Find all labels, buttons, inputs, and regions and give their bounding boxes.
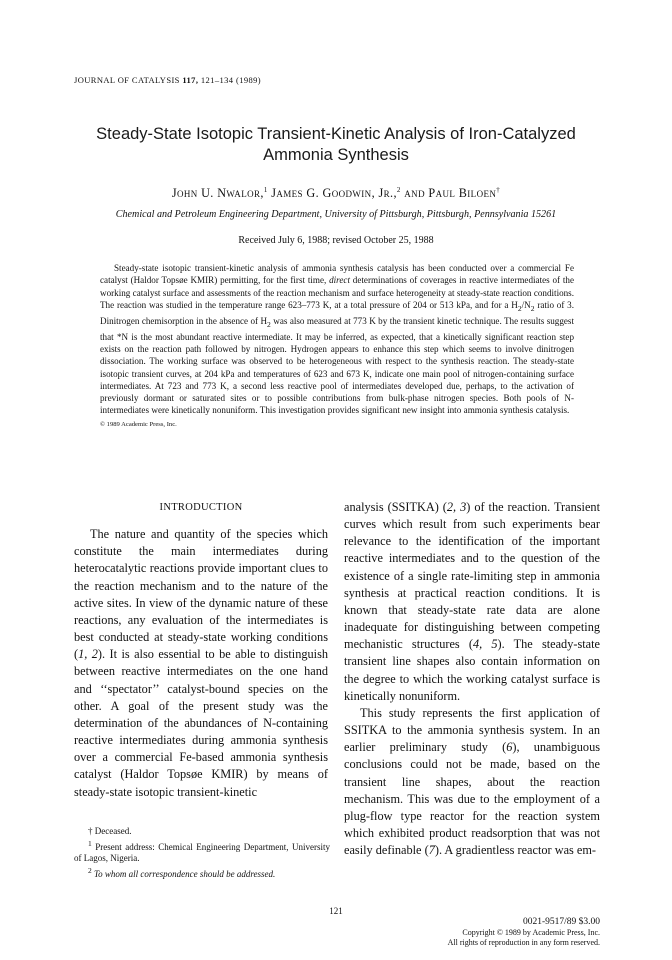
title-line-2: Ammonia Synthesis xyxy=(263,146,409,164)
abstract-emphasis: direct xyxy=(329,275,350,286)
abstract-text-1: Steady-state isotopic transient-kinetic analysis of ammonia synthesis catalysis has been conducted over a commercial Fe catalyst (Haldor Topsøe KMIR) permitting, for the first time, xyxy=(100,263,574,286)
citation: 4, 5 xyxy=(472,637,498,652)
publisher-info xyxy=(448,917,600,948)
journal-pages: 121–134 (1989) xyxy=(198,75,262,85)
footnote-mark: 2 xyxy=(88,865,92,875)
affiliation: Chemical and Petroleum Engineering Department, University of Pittsburgh, Pittsburgh, Pennsylvania 15261 xyxy=(115,209,557,220)
footnote-text: To whom all correspondence should be addressed. xyxy=(91,868,276,879)
right-text-3: ). The steady-state transient line shapes also contain information on the degree to which the working catalyst surface is kinetically nonuniform. xyxy=(344,637,600,703)
journal-name: JOURNAL OF CATALYSIS xyxy=(74,75,180,85)
citation: 6 xyxy=(506,740,513,755)
publisher-rights: All rights of reproduction in any form reserved. xyxy=(447,938,600,947)
abstract-subscript-2: 2 xyxy=(530,303,535,313)
right-text-5: ), unambiguous conclusions could not be made, based on the transient line shapes, about the reaction mechanism. This was due to the employment of a plug-flow type reactor for the reaction system which exhibited product readsorption that was not easily definable ( xyxy=(344,740,600,858)
right-column xyxy=(344,499,600,859)
footnote-2 xyxy=(74,865,330,881)
left-column xyxy=(74,499,328,801)
author-2-footnote-mark: 2 xyxy=(396,186,401,194)
citation: 7 xyxy=(428,843,435,858)
right-paragraph-2 xyxy=(344,705,600,859)
abstract-text-5: was also measured at 773 K by the transient kinetic technique. The results suggest that *N is the most abundant reactive intermediate. It may be inferred, as expected, that a kinetically significant reaction step exists on the reaction path followed by nitrogen. Hydrogen appears to enhance this step which seems to involve dinitrogen dissociation. The working surface was observed to be heterogeneous with respect to the synthesis reaction. The steady-state isotopic transient curves, at 204 kPa and temperatures of 623 and 673 K, indicate one main pool of nitrogen-containing surface intermediates. At 723 and 773 K, a second less reactive pool of intermediates developed due, perhaps, to the activation of previously dormant or saturated sites or to possible contributions from bulk-phase nitrogen species. Both pools of N-intermediates were kinetically nonuniform. This investigation provides significant new insight into ammonia synthesis catalysis. xyxy=(100,315,574,416)
author-3-footnote-mark: † xyxy=(496,186,501,194)
right-text-1: analysis (SSITKA) ( xyxy=(344,500,447,514)
footnote-mark: 1 xyxy=(88,838,92,848)
received-dates: Received July 6, 1988; revised October 25, 1988 xyxy=(238,235,434,246)
citation: 2, 3 xyxy=(446,500,467,514)
author-1: John U. Nwalor, xyxy=(171,186,264,201)
publisher-copyright: Copyright © 1989 by Academic Press, Inc. xyxy=(462,928,600,937)
footnotes xyxy=(74,826,330,880)
abstract-copyright: © 1989 Academic Press, Inc. xyxy=(100,420,177,428)
title-line-1: Steady-State Isotopic Transient-Kinetic Analysis of Iron-Catalyzed xyxy=(96,125,576,143)
issn-price: 0021-9517/89 $3.00 xyxy=(522,917,600,927)
author-1-footnote-mark: 1 xyxy=(263,186,268,194)
authors xyxy=(40,186,632,201)
journal-header xyxy=(74,75,261,85)
abstract-text-3: /N xyxy=(521,299,531,310)
right-text-6: ). A gradientless reactor was em- xyxy=(434,843,597,858)
abstract-subscript-1: 2 xyxy=(517,303,522,313)
section-heading-introduction: INTRODUCTION xyxy=(159,502,243,513)
page-number: 121 xyxy=(329,906,343,916)
journal-volume: 117, xyxy=(182,75,199,85)
footnote-text: Present address: Chemical Engineering Department, University of Lagos, Nigeria. xyxy=(74,841,330,864)
article-title xyxy=(40,124,632,166)
author-3: and Paul Biloen xyxy=(400,186,497,201)
abstract-text-2: determinations of coverages in reactive intermediates of the working catalyst surface and assessments of the reaction mechanism and surface heterogeneity at steady-state reaction conditions. The reaction was studied in the temperature range 623–773 K, at a total pressure of 204 or 513 kPa, and for a H xyxy=(100,275,574,310)
author-2: James G. Goodwin, Jr., xyxy=(267,186,397,201)
right-text-2: ) of the reaction. Transient curves which result from such experiments bear relevance to the identification of the important reactive intermediates and to the question of the existence of a single rate-limiting step in ammonia synthesis at practical reaction conditions. It is known that steady-state rate data are alone inadequate for distinguishing between competing mechanistic structures ( xyxy=(344,500,600,652)
abstract-subscript-3: 2 xyxy=(267,319,271,329)
right-text-4: This study represents the first application of SSITKA to the ammonia synthesis system. In an earlier preliminary study ( xyxy=(344,705,600,755)
citation: 1, 2 xyxy=(78,647,98,662)
left-text-1: The nature and quantity of the species which constitute the main intermediates during heterocatalytic reactions provide important clues to the reaction mechanism and to the nature of the active sites. In view of the dynamic nature of these reactions, any evaluation of the intermediates is best conducted at steady-state working conditions ( xyxy=(74,527,328,662)
right-paragraph-1 xyxy=(344,499,600,705)
abstract xyxy=(100,262,574,431)
left-text-2: ). It is also essential to be able to distinguish between reactive intermediates on the one hand and ‘‘spectator’’ catalyst-bound species on the other. A goal of the present study was the determination of the abundances of N-containing reactive intermediates during ammonia synthesis over a commercial Fe-based ammonia synthesis catalyst (Haldor Topsøe KMIR) by means of steady-state isotopic transient-kinetic xyxy=(74,647,328,799)
footnote-1 xyxy=(74,838,330,865)
footnote-deceased: † Deceased. xyxy=(88,826,132,836)
left-paragraph-1 xyxy=(74,526,328,801)
abstract-text-4: ratio of 3. Dinitrogen chemisorption in the absence of H xyxy=(100,299,574,326)
